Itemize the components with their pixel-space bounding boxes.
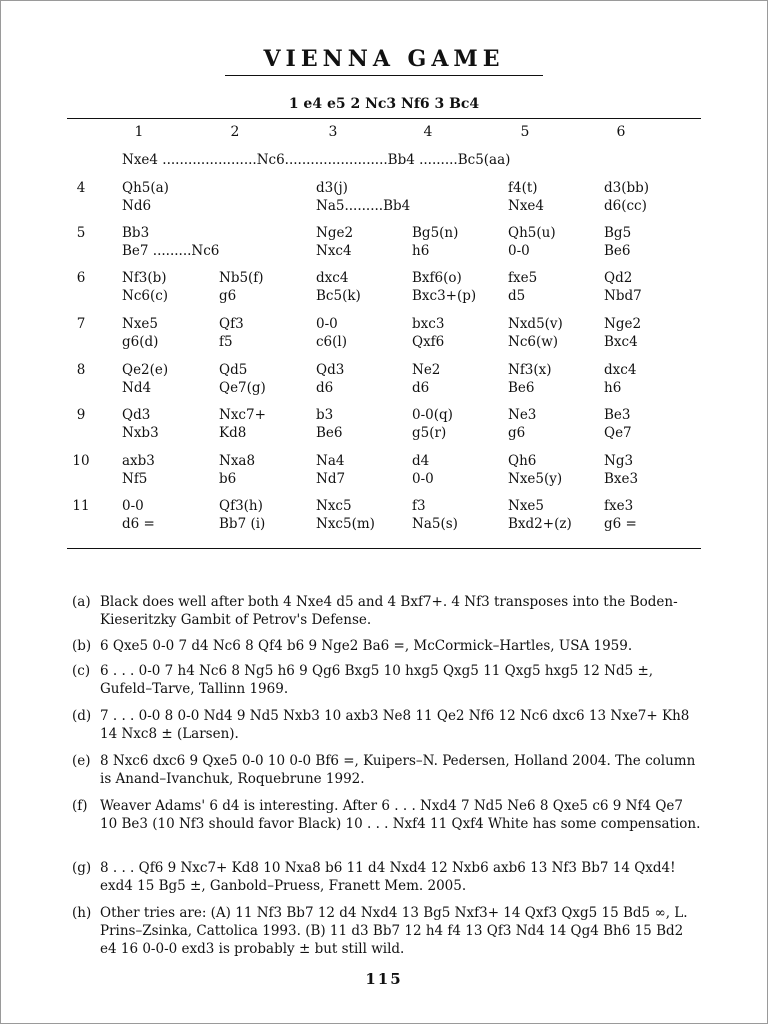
black-move: Nxb3 — [122, 425, 159, 441]
column-header-4: 4 — [423, 124, 433, 140]
black-move: Na5.........Bb4 — [316, 198, 411, 214]
white-move: Nf3(b) — [122, 270, 167, 286]
black-move: Bxe3 — [604, 471, 639, 487]
footnote-letter: (h) — [72, 905, 92, 921]
black-move: Nd7 — [316, 471, 346, 487]
footnote-text: 8 . . . Qf6 9 Nxc7+ Kd8 10 Nxa8 b6 11 d4 Nxd4 12 Nxb6 axb6 13 Nf3 Bb7 14 Qxd4! exd4 15 Bg5 ±, Ganbold–Pruess, Franett Mem. 2005. — [100, 860, 676, 894]
black-move: h6 — [412, 243, 430, 259]
white-move: d3(bb) — [604, 180, 650, 196]
footnote-text: 6 Qxe5 0-0 7 d4 Nc6 8 Qf4 b6 9 Nge2 Ba6 =, McCormick–Hartles, USA 1959. — [100, 638, 633, 654]
white-move: Nxe5 — [122, 316, 159, 332]
black-move: Bxc4 — [604, 334, 638, 350]
white-move: Qf3(h) — [219, 498, 263, 514]
footnote-letter: (g) — [72, 860, 92, 876]
white-move: f4(t) — [508, 180, 538, 196]
page-title: VIENNA GAME — [263, 46, 505, 72]
black-move: d6 — [316, 380, 334, 396]
white-move: Nxc7+ — [219, 407, 266, 423]
move-number: 11 — [72, 498, 90, 514]
footnote-text: 6 . . . 0-0 7 h4 Nc6 8 Ng5 h6 9 Qg6 Bxg5 10 hxg5 Qxg5 11 Qxg5 hxg5 12 Nd5 ±, Gufeld–Tarve, Tallinn 1969. — [100, 663, 654, 697]
white-move: Be3 — [604, 407, 631, 423]
black-move: Bxd2+(z) — [508, 516, 572, 532]
move-number: 8 — [76, 362, 86, 378]
white-move: dxc4 — [604, 362, 637, 378]
white-move: bxc3 — [412, 316, 445, 332]
move-number: 9 — [76, 407, 86, 423]
white-move: Nxd5(v) — [508, 316, 563, 332]
footnote-text: 7 . . . 0-0 8 0-0 Nd4 9 Nd5 Nxb3 10 axb3 Ne8 11 Qe2 Nf6 12 Nc6 dxc6 13 Nxe7+ Kh8 14 Nxc8 ± (Larsen). — [100, 708, 690, 742]
opening-moves: 1 e4 e5 2 Nc3 Nf6 3 Bc4 — [288, 96, 480, 112]
white-move: dxc4 — [316, 270, 349, 286]
black-move: Qe7 — [604, 425, 632, 441]
black-move: f5 — [219, 334, 233, 350]
black-move: Nc6(w) — [508, 334, 559, 350]
white-move: Nxc5 — [316, 498, 352, 514]
white-move: Qd5 — [219, 362, 248, 378]
footnote-letter: (a) — [72, 594, 91, 610]
move-number: 6 — [76, 270, 86, 286]
white-move: Qd3 — [316, 362, 345, 378]
black-move: Nxc5(m) — [316, 516, 375, 532]
white-move: Nf3(x) — [508, 362, 552, 378]
move-number: 4 — [76, 180, 86, 196]
move-3-black-row: Nxe4 ......................Nc6........................Bb4 .........Bc5(aa) — [122, 152, 511, 168]
white-move: Na4 — [316, 453, 345, 469]
white-move: Bb3 — [122, 225, 150, 241]
column-header-5: 5 — [520, 124, 530, 140]
footnote — [72, 707, 704, 743]
white-move: d3(j) — [316, 180, 348, 196]
black-move: d6 = — [122, 516, 155, 532]
black-move: g6 — [219, 288, 237, 304]
black-move: Nd4 — [122, 380, 152, 396]
white-move: 0-0(q) — [412, 407, 453, 423]
black-move: Na5(s) — [412, 516, 458, 532]
footnote-text: Weaver Adams' 6 d4 is interesting. After 6 . . . Nxd4 7 Nd5 Ne6 8 Qxe5 c6 9 Nf4 Qe7 10 Be3 (10 Nf3 should favor Black) 10 . . . Nxf4 11 Qxf4 White has some compensation. — [100, 798, 701, 832]
white-move: 0-0 — [316, 316, 338, 332]
footnote-letter: (e) — [72, 753, 91, 769]
white-move: 0-0 — [122, 498, 144, 514]
table-top-rule — [67, 118, 701, 119]
footnote-text: Black does well after both 4 Nxe4 d5 and 4 Bxf7+. 4 Nf3 transposes into the Boden-Kieseritzky Gambit of Petrov's Defense. — [100, 594, 678, 628]
footnote-letter: (c) — [72, 663, 91, 679]
move-number: 7 — [76, 316, 86, 332]
white-move: Ng3 — [604, 453, 634, 469]
black-move: Nxc4 — [316, 243, 352, 259]
footnote — [72, 593, 704, 629]
black-move: Bb7 (i) — [219, 516, 266, 532]
footnote-letter: (d) — [72, 708, 92, 724]
footnote-text: Other tries are: (A) 11 Nf3 Bb7 12 d4 Nxd4 13 Bg5 Nxf3+ 14 Qxf3 Qxg5 15 Bd5 ∞, L. Prins–Zsinka, Cattolica 1993. (B) 11 d3 Bb7 12 h4 f4 13 Qf3 Nd4 14 Qg4 Bh6 15 Bd2 e4 16 0-0-0 exd3 is probably ± but still wild. — [100, 905, 688, 957]
white-move: Qh6 — [508, 453, 537, 469]
black-move: Be6 — [316, 425, 343, 441]
black-move: d6(cc) — [604, 198, 647, 214]
white-move: Qf3 — [219, 316, 244, 332]
footnote — [72, 797, 704, 833]
black-move: d6 — [412, 380, 430, 396]
black-move: g5(r) — [412, 425, 447, 441]
footnote-text: 8 Nxc6 dxc6 9 Qxe5 0-0 10 0-0 Bf6 =, Kuipers–N. Pedersen, Holland 2004. The column is Anand–Ivanchuk, Roquebrune 1992. — [100, 753, 696, 787]
black-move: Nd6 — [122, 198, 152, 214]
move-number: 5 — [76, 225, 86, 241]
black-move: h6 — [604, 380, 622, 396]
black-move: Nxe5(y) — [508, 471, 563, 487]
footnote — [72, 752, 704, 788]
page-number: 115 — [365, 970, 403, 988]
table-bottom-rule — [67, 548, 701, 549]
black-move: Qe7(g) — [219, 380, 266, 396]
black-move: Bxc3+(p) — [412, 288, 477, 304]
black-move: Nxe4 — [508, 198, 545, 214]
black-move: 0-0 — [412, 471, 434, 487]
white-move: fxe3 — [604, 498, 634, 514]
white-move: axb3 — [122, 453, 155, 469]
footnote — [72, 904, 704, 958]
footnote — [72, 637, 704, 655]
column-header-6: 6 — [616, 124, 626, 140]
white-move: Nge2 — [604, 316, 642, 332]
white-move: Bxf6(o) — [412, 270, 462, 286]
white-move: Qh5(u) — [508, 225, 556, 241]
white-move: d4 — [412, 453, 430, 469]
black-move: Nc6(c) — [122, 288, 169, 304]
white-move: Nxe5 — [508, 498, 545, 514]
column-header-3: 3 — [328, 124, 338, 140]
black-move: Be7 .........Nc6 — [122, 243, 220, 259]
white-move: Ne3 — [508, 407, 537, 423]
white-move: Qd3 — [122, 407, 151, 423]
white-move: Nge2 — [316, 225, 354, 241]
black-move: g6(d) — [122, 334, 159, 350]
white-move: Bg5(n) — [412, 225, 459, 241]
black-move: Nf5 — [122, 471, 148, 487]
white-move: Qe2(e) — [122, 362, 169, 378]
column-header-2: 2 — [230, 124, 240, 140]
black-move: 0-0 — [508, 243, 530, 259]
black-move: b6 — [219, 471, 237, 487]
black-move: Qxf6 — [412, 334, 445, 350]
black-move: Bc5(k) — [316, 288, 361, 304]
black-move: c6(l) — [316, 334, 348, 350]
white-move: Qh5(a) — [122, 180, 169, 196]
black-move: Nbd7 — [604, 288, 642, 304]
black-move: Be6 — [604, 243, 631, 259]
white-move: fxe5 — [508, 270, 538, 286]
black-move: g6 = — [604, 516, 637, 532]
white-move: Ne2 — [412, 362, 441, 378]
column-header-1: 1 — [134, 124, 144, 140]
black-move: d5 — [508, 288, 526, 304]
white-move: f3 — [412, 498, 426, 514]
black-move: g6 — [508, 425, 526, 441]
footnote — [72, 662, 704, 698]
footnote — [72, 859, 704, 895]
black-move: Be6 — [508, 380, 535, 396]
footnote-letter: (f) — [72, 798, 88, 814]
move-number: 10 — [72, 453, 90, 469]
white-move: Nb5(f) — [219, 270, 264, 286]
white-move: b3 — [316, 407, 334, 423]
white-move: Nxa8 — [219, 453, 256, 469]
title-underline — [225, 75, 543, 76]
white-move: Bg5 — [604, 225, 632, 241]
black-move: Kd8 — [219, 425, 247, 441]
white-move: Qd2 — [604, 270, 633, 286]
footnote-letter: (b) — [72, 638, 92, 654]
